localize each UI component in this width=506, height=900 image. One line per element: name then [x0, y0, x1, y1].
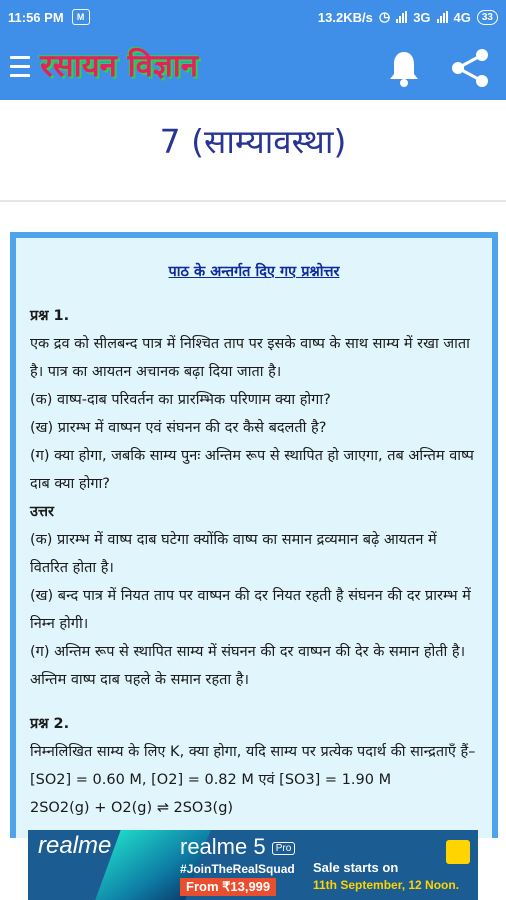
- divider: [0, 200, 506, 202]
- status-bar: [0, 0, 506, 34]
- question-1-part-a: (क) वाष्प-दाब परिवर्तन का प्रारम्भिक परिणाम क्या होगा?: [30, 392, 331, 408]
- flipkart-icon: [446, 840, 470, 864]
- network-type-2: 4G: [453, 9, 471, 25]
- section-heading: पाठ के अन्तर्गत दिए गए प्रश्नोत्तर: [168, 264, 340, 280]
- signal-icon: [396, 11, 407, 23]
- app-title: रसायन विज्ञान: [40, 48, 199, 84]
- question-2-label: प्रश्न 2.: [30, 716, 70, 732]
- ad-price: From ₹13,999: [180, 878, 276, 896]
- bell-icon[interactable]: [384, 48, 424, 88]
- ad-hashtag: #JoinTheRealSquad: [180, 862, 295, 876]
- question-2-text: निम्नलिखित साम्य के लिए K, क्या होगा, यदि साम्य पर प्रत्येक पदार्थ की सान्द्रताएँ हैं– [SO2] = 0.60 M, [O2] = 0.82 M एवं [SO3] = 1.90 M: [30, 744, 476, 788]
- ad-brand: realme: [38, 832, 112, 859]
- answer-part-b: (ख) बन्द पात्र में नियत ताप पर वाष्पन की दर नियत रहती है संघनन की दर प्रारम्भ में निम्न होगी।: [30, 588, 471, 632]
- network-type-1: 3G: [413, 9, 431, 25]
- ad-model: [180, 834, 295, 860]
- question-1-part-b: (ख) प्रारम्भ में वाष्पन एवं संघनन की दर कैसे बदलती है?: [30, 420, 327, 436]
- notification-app-icon: M: [72, 9, 90, 25]
- question-1-text: एक द्रव को सीलबन्द पात्र में निश्चित ताप पर इसके वाष्प के साथ साम्य में रखा जाता है। पात्र का आयतन अचानक बढ़ा दिया जाता है।: [30, 336, 470, 380]
- question-1-label: प्रश्न 1.: [30, 308, 70, 324]
- app-bar: [0, 34, 506, 100]
- ad-banner[interactable]: [28, 830, 478, 900]
- question-2-equation: 2SO2(g) + O2(g) ⇌ 2SO3(g): [30, 800, 234, 816]
- question-1-part-c: (ग) क्या होगा, जबकि साम्य पुनः अन्तिम रूप से स्थापित हो जाएगा, तब अन्तिम वाष्प दाब क्या होगा?: [30, 448, 474, 492]
- share-icon[interactable]: [448, 48, 492, 88]
- status-time: 11:56 PM: [8, 9, 64, 25]
- network-speed: 13.2KB/s: [317, 9, 373, 25]
- answer-part-c: (ग) अन्तिम रूप से स्थापित साम्य में संघनन की दर वाष्पन की देर के समान होती है। अन्तिम वाष्प दाब पहले के समान रहता है।: [30, 644, 466, 688]
- content-box[interactable]: [10, 232, 498, 838]
- signal-icon-2: [437, 11, 448, 23]
- ad-date: 11th September, 12 Noon.: [313, 878, 460, 892]
- status-right: [318, 9, 498, 25]
- answer-label: उत्तर: [30, 504, 54, 520]
- ad-sale-text: Sale starts on: [313, 860, 399, 875]
- battery-indicator: 33: [477, 10, 498, 25]
- menu-icon[interactable]: [10, 56, 30, 78]
- answer-part-a: (क) प्रारम्भ में वाष्प दाब घटेगा क्योंकि वाष्प का समान द्रव्यमान बढ़े आयतन में वितरित होता है।: [30, 532, 437, 576]
- alarm-icon: ◷: [378, 9, 391, 24]
- ad-model-name: realme 5: [180, 834, 266, 859]
- chapter-title: 7 (साम्यावस्था): [159, 122, 347, 161]
- ad-model-badge: Pro: [272, 842, 296, 855]
